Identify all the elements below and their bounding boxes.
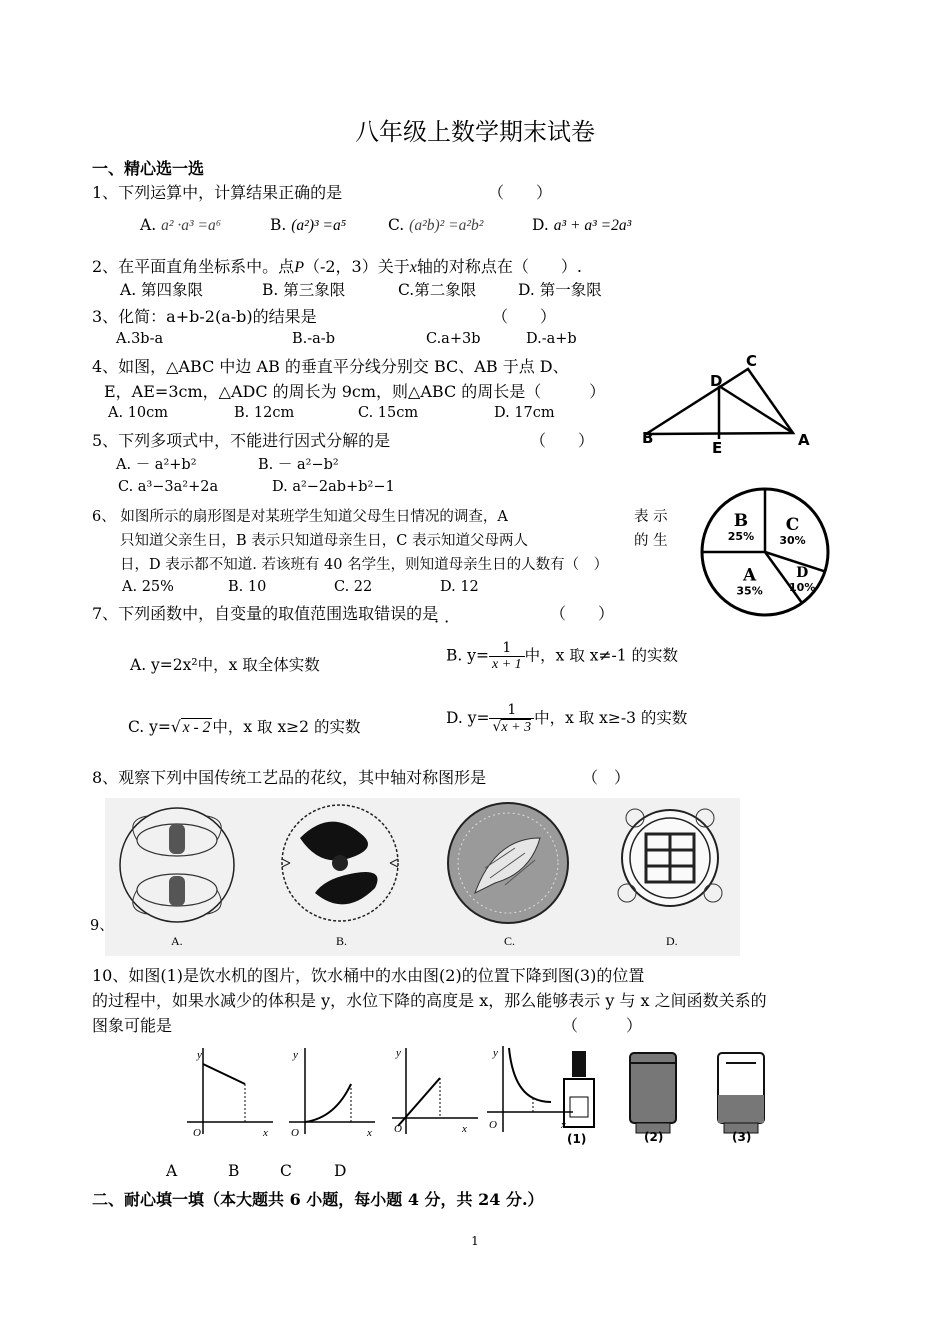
q2-option-c: C.第二象限 (398, 281, 477, 299)
q7-option-a: A. y=2x²中，x 取全体实数 (130, 656, 320, 674)
q5-option-d: D. a²−2ab+b²−1 (272, 479, 395, 495)
pattern-c-label: C. (504, 934, 516, 948)
q10-choice-d: D (334, 1162, 347, 1180)
q4-option-d: D. 17cm (494, 405, 555, 421)
q5-option-b: B. － a²−b² (258, 457, 339, 473)
q7-option-d: D. y= $\frac{1}{√x + 3}$ 中，x 取 x≥-3 的实数 (446, 702, 688, 735)
water-dispenser-figures (552, 1045, 782, 1150)
q7-emphasis-dots: · · (434, 612, 450, 631)
q4-option-a: A. 10cm (108, 405, 169, 421)
graph-d-y-label: y (493, 1047, 498, 1059)
pattern-d-label: D. (666, 934, 678, 948)
q7-stem: 7、下列函数中，自变量的取值范围选取错误的是 (92, 604, 439, 623)
q3-answer-paren: （ ） (492, 307, 557, 326)
triangle-label-e: E (712, 439, 723, 457)
q6-option-d: D. 12 (440, 579, 479, 595)
pie-value-d: 10% (789, 581, 816, 595)
pie-value-b: 25% (727, 529, 755, 543)
graph-d-x-label: x (561, 1119, 566, 1131)
q3-option-c: C.a+3b (426, 331, 481, 347)
q6-stem-line3: 日，D 表示都不知道. 若该班有 40 名学生，则知道母亲生日的人数有（ ） (120, 557, 609, 573)
q9-stem: 9、 (90, 918, 114, 934)
q8-answer-paren: （ ） (582, 768, 631, 787)
section-2-heading: 二、耐心填一填（本大题共 6 小题，每小题 4 分，共 24 分.） (92, 1190, 544, 1209)
q5-answer-paren: （ ） (530, 431, 595, 450)
figure-1-label: (1) (567, 1132, 587, 1146)
graph-c (388, 1042, 483, 1137)
graph-c-origin: O (394, 1123, 402, 1135)
graph-a-origin: O (193, 1127, 201, 1137)
q3-option-b: B.-a-b (292, 331, 335, 347)
pattern-a-butterflies (120, 808, 234, 948)
q3-stem: 3、化简：a+b-2(a-b)的结果是 (92, 307, 317, 326)
q3-option-d: D.-a+b (526, 331, 577, 347)
q3-option-a: A.3b-a (116, 331, 164, 347)
graph-b-y-label: y (293, 1049, 298, 1061)
q1-answer-paren: （ ） (488, 183, 553, 202)
q2-option-d: D. 第一象限 (518, 281, 602, 299)
q6-option-b: B. 10 (228, 579, 267, 595)
q1-option-d: D. a³ + a³ =2a³ (532, 216, 632, 234)
triangle-label-a: A (798, 431, 810, 449)
page-number: 1 (471, 1234, 479, 1248)
craft-patterns (105, 798, 740, 956)
pattern-a-label: A. (171, 934, 183, 948)
q4-option-b: B. 12cm (234, 405, 295, 421)
figure-2-bucket-full (630, 1053, 676, 1144)
figure-3-label: (3) (732, 1130, 752, 1144)
q10-choice-c: C (280, 1162, 292, 1180)
q4-stem-line2: E，AE=3cm，△ADC 的周长为 9cm，则△ABC 的周长是（ ） (104, 382, 606, 401)
q10-choice-a: A (166, 1162, 178, 1180)
q2-stem: 2、在平面直角坐标系中。点P（-2，3）关于x轴的对称点在（ ）. (92, 257, 582, 276)
pie-label-a: A (742, 565, 757, 586)
q6-stem-line1-end: 表 示 (634, 509, 668, 525)
pie-value-a: 35% (736, 584, 763, 598)
q10-stem-line1: 10、如图(1)是饮水机的图片，饮水桶中的水由图(2)的位置下降到图(3)的位置 (92, 966, 645, 985)
figure-2-label: (2) (644, 1130, 664, 1144)
q6-stem-line1: 6、 如图所示的扇形图是对某班学生知道父母生日情况的调查，A (92, 509, 508, 525)
q4-option-c: C. 15cm (358, 405, 419, 421)
graph-c-x-label: x (462, 1123, 467, 1135)
graph-b (285, 1042, 380, 1137)
q10-stem-line2: 的过程中，如果水减少的体积是 y，水位下降的高度是 x，那么能够表示 y 与 x 之间函数关系的 (92, 991, 767, 1010)
pie-label-b: B (733, 510, 749, 531)
q6-option-a: A. 25% (122, 579, 174, 595)
q7-answer-paren: （ ） (550, 604, 615, 623)
triangle-figure (630, 345, 820, 460)
q7-option-c: C. y=√ x - 2 中，x 取 x≥2 的实数 (128, 718, 361, 736)
pattern-b-label: B. (336, 934, 348, 948)
q5-option-a: A. － a²+b² (116, 457, 197, 473)
pie-chart (698, 483, 838, 623)
figure-1-dispenser (564, 1051, 594, 1146)
triangle-label-b: B (642, 429, 654, 447)
pattern-c-circle (448, 803, 568, 948)
q4-stem-line1: 4、如图，△ABC 中边 AB 的垂直平分线分别交 BC、AB 于点 D、 (92, 357, 569, 376)
q5-option-c: C. a³−3a²+2a (118, 479, 219, 495)
q8-stem: 8、观察下列中国传统工艺品的花纹，其中轴对称图形是 (92, 768, 487, 787)
pie-value-c: 30% (779, 534, 806, 548)
pie-slice-boundary-d (765, 552, 825, 571)
graph-a-x-label: x (263, 1127, 268, 1137)
q6-stem-line2-end: 的 生 (634, 533, 668, 549)
page-title: 八年级上数学期末试卷 (355, 118, 595, 146)
triangle-label-c: C (746, 352, 758, 370)
q5-stem: 5、下列多项式中，不能进行因式分解的是 (92, 431, 391, 450)
q10-answer-paren: （ ） (562, 1016, 643, 1035)
graph-d-origin: O (489, 1119, 497, 1131)
q2-option-b: B. 第三象限 (262, 281, 346, 299)
q10-choice-b: B (228, 1162, 240, 1180)
pattern-b-dragons (282, 805, 398, 948)
pattern-d-longevity (618, 809, 722, 948)
pie-label-c: C (785, 515, 800, 536)
graph-a-y-label: y (197, 1049, 202, 1061)
q10-stem-line3: 图象可能是 (92, 1016, 173, 1035)
q7-option-b: B. y= $\frac{1}{x + 1}$ 中，x 取 x≠-1 的实数 (446, 640, 679, 672)
graph-b-origin: O (291, 1127, 299, 1137)
graph-a (183, 1042, 278, 1137)
q1-stem: 1、下列运算中，计算结果正确的是 (92, 183, 343, 202)
graph-b-x-label: x (367, 1127, 372, 1137)
graph-c-y-label: y (396, 1047, 401, 1059)
q2-option-a: A. 第四象限 (120, 281, 204, 299)
q1-option-a: A. a² ·a³ =a⁶ (140, 216, 222, 234)
section-1-heading: 一、精心选一选 (92, 159, 205, 178)
triangle-label-d: D (710, 372, 723, 390)
q1-option-b: B. (a²)³ =a⁵ (270, 216, 347, 234)
q6-stem-line2: 只知道父亲生日，B 表示只知道母亲生日，C 表示知道父母两人 (120, 533, 528, 549)
pie-label-d: D (796, 565, 809, 582)
figure-3-bucket-low (718, 1053, 764, 1144)
q1-option-c: C. (a²b)² =a²b² (388, 216, 484, 234)
q6-option-c: C. 22 (334, 579, 373, 595)
